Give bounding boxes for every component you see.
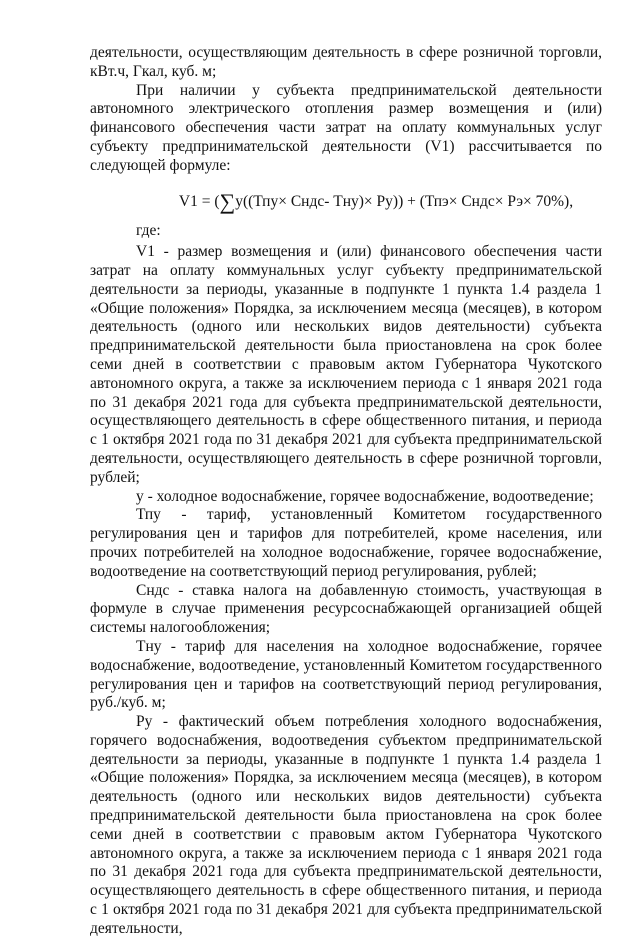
- definition-y: у - холодное водоснабжение, горячее водоснабжение, водоотведение;: [136, 487, 594, 505]
- formula-v1: [90, 188, 602, 214]
- definition-snds: Cндс - ставка налога на добавленную стоимость, участвующая в формуле в случае применения ресурсоснабжающей организацией общей системы налогообложения;: [90, 581, 602, 637]
- definition-tnu: Тну - тариф для населения на холодное водоснабжение, горячее водоснабжение, водоотведение, установленный Комитетом государственного регулирования цен и тарифов на соответствующий период регулирования, руб./куб. м;: [90, 637, 602, 712]
- definition-v1: V1 - размер возмещения и (или) финансового обеспечения части затрат на оплату коммунальных услуг субъекту предпринимательской деятельности за периоды, указанные в подпункте 1 пункта 1.4 раздела 1 «Общие положения» Порядка, за исключением месяца (месяцев), в котором деятельность (одного или нескольких видов деятельности) субъекта предпринимательской деятельности была приостановлена на срок более семи дней в соответствии с правовым актом Губернатора Чукотского автономного округа, а также за исключением периода с 1 января 2021 года по 31 декабря 2021 года для субъекта предпринимательской деятельности, осуществляющего деятельность в сфере общественного питания, и периода с 1 октября 2021 года по 31 декабря 2021 для субъекта предпринимательской деятельности, осуществляющего деятельность в сфере розничной торговли, рублей;: [90, 243, 602, 486]
- paragraph-continuation: деятельности, осуществляющим деятельность в сфере розничной торговли, кВт.ч, Гкал, куб. м;: [90, 44, 602, 80]
- paragraph-formula-intro: При наличии у субъекта предпринимательской деятельности автономного электрического отопления размер возмещения и (или) финансового обеспечения части затрат на оплату коммунальных услуг субъекту предпринимательской деятельности (V1) рассчитывается по следующей формуле:: [90, 81, 602, 174]
- definition-tpu: Тпу - тариф, установленный Комитетом государственного регулирования цен и тарифов для потребителей, кроме населения, или прочих потребителей на холодное водоснабжение, горячее водоснабжение, водоотведение на соответствующий период регулирования, рублей;: [90, 506, 602, 580]
- sigma-symbol: ∑: [219, 188, 236, 214]
- formula-body: у((Тпу× Cндс- Тну)× Ру)) + (Тпэ× Cндс× Рэ× 70%),: [235, 192, 574, 210]
- formula-left: V1 = (: [178, 192, 220, 210]
- definition-ru: Ру - фактический объем потребления холодного водоснабжения, горячего водоснабжения, водоотведения субъектом предпринимательской деятельности за периоды, указанные в подпункте 1 пункта 1.4 раздела 1 «Общие положения» Порядка, за исключением месяца (месяцев), в котором деятельность (одного или нескольких видов деятельности) субъекта предпринимательской деятельности была приостановлена на срок более семи дней в соответствии с правовым актом Губернатора Чукотского автономного округа, а также за исключением периода с 1 января 2021 года по 31 декабря 2021 года для субъекта предпринимательской деятельности, осуществляющего деятельность в сфере общественного питания, и периода с 1 октября 2021 года по 31 декабря 2021 для субъекта предпринимательской деятельности,: [90, 713, 602, 937]
- where-label: где:: [136, 222, 161, 240]
